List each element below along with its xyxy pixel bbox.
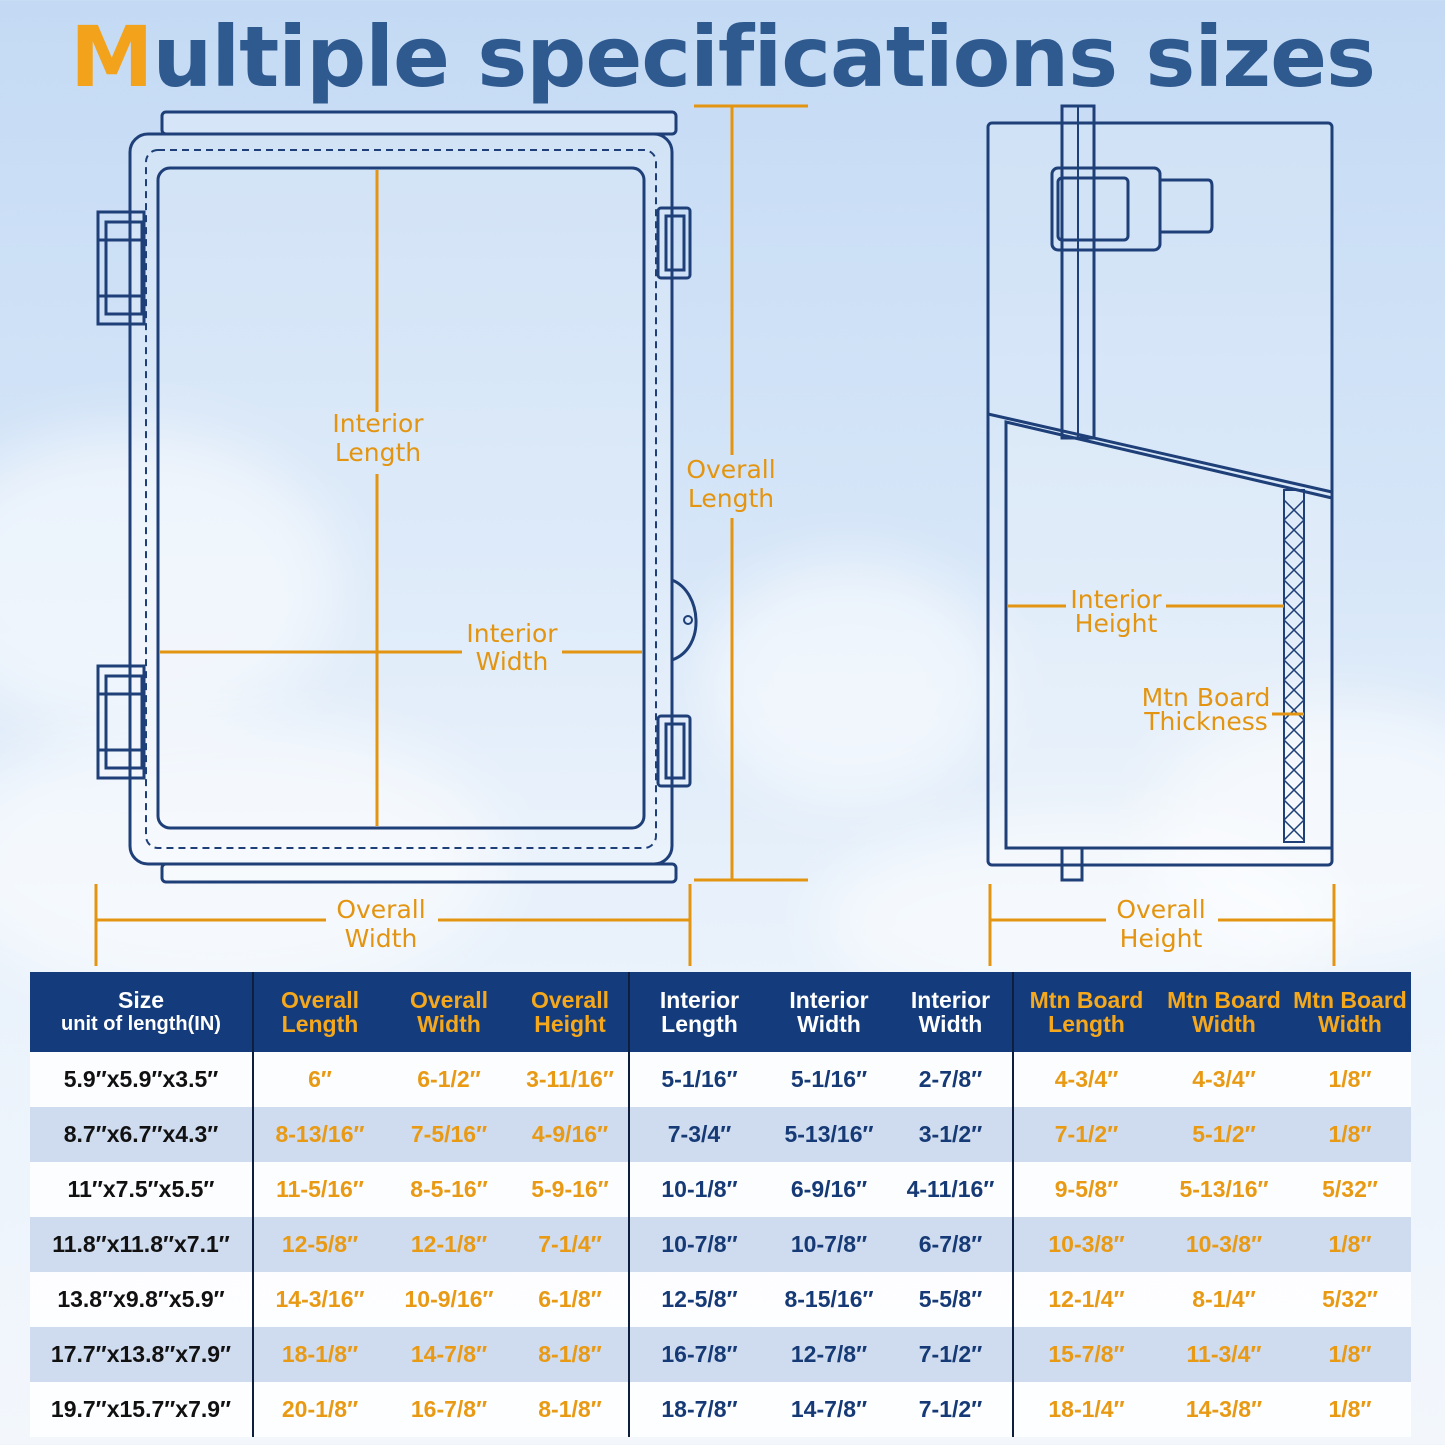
size-cell: 17.7″x13.8″x7.9″ [30,1327,253,1382]
dimension-cell: 5-13/16″ [769,1107,889,1162]
dimension-cell: 6-9/16″ [769,1162,889,1217]
size-cell: 11.8″x11.8″x7.1″ [30,1217,253,1272]
size-cell: 5.9″x5.9″x3.5″ [30,1052,253,1107]
dimension-cell: 4-3/4″ [1013,1052,1159,1107]
dimension-cell: 7-3/4″ [629,1107,769,1162]
title-first-letter: M [69,8,153,106]
header-overall-height: Overall Height [512,972,629,1052]
dimension-cell: 7-1/4″ [512,1217,629,1272]
size-cell: 8.7″x6.7″x4.3″ [30,1107,253,1162]
front-view-enclosure [130,112,696,882]
dimension-cell: 1/8″ [1289,1327,1411,1382]
dimension-cell: 5/32″ [1289,1162,1411,1217]
dimension-cell: 8-13/16″ [253,1107,386,1162]
dimension-cell: 15-7/8″ [1013,1327,1159,1382]
label-mtn-board-thickness-1: Mtn Board [1141,683,1271,712]
label-overall-length-1: Overall [686,455,776,484]
table-row [30,1382,1411,1437]
dimension-cell: 4-9/16″ [512,1107,629,1162]
dimension-cell: 18-7/8″ [629,1382,769,1437]
dimension-cell: 12-7/8″ [769,1327,889,1382]
label-overall-width-1: Overall [336,895,426,924]
dimension-cell: 20-1/8″ [253,1382,386,1437]
dimension-cell: 8-1/8″ [512,1382,629,1437]
header-overall-length: Overall Length [253,972,386,1052]
size-cell: 13.8″x9.8″x5.9″ [30,1272,253,1327]
dimension-cell: 6″ [253,1052,386,1107]
table-body [30,1052,1411,1437]
dimension-cell: 14-7/8″ [769,1382,889,1437]
dimension-cell: 7-1/2″ [889,1382,1013,1437]
label-overall-height-2: Height [1119,924,1203,953]
header-mtn-board-width: Mtn Board Width [1159,972,1289,1052]
label-interior-length-2: Length [334,438,422,467]
label-overall-height-1: Overall [1116,895,1206,924]
label-mtn-board-thickness-2: Thickness [1144,707,1268,736]
header-mtn-board-length: Mtn Board Length [1013,972,1159,1052]
dimension-cell: 5-1/2″ [1159,1107,1289,1162]
dimension-cell: 10-9/16″ [386,1272,512,1327]
header-mtn-board-width-2: Mtn Board Width [1289,972,1411,1052]
size-cell: 19.7″x15.7″x7.9″ [30,1382,253,1437]
table-row [30,1107,1411,1162]
side-view-enclosure [988,106,1332,880]
dimension-cell: 8-15/16″ [769,1272,889,1327]
label-overall-length-2: Length [687,484,775,513]
dimension-cell: 12-5/8″ [253,1217,386,1272]
header-overall-width: Overall Width [386,972,512,1052]
dimension-cell: 8-5-16″ [386,1162,512,1217]
header-interior-width-2: Interior Width [889,972,1013,1052]
dimension-cell: 5/32″ [1289,1272,1411,1327]
specifications-table [30,972,1412,1437]
dimension-cell: 10-3/8″ [1159,1217,1289,1272]
dimension-cell: 9-5/8″ [1013,1162,1159,1217]
dimension-cell: 4-3/4″ [1159,1052,1289,1107]
label-interior-height-2: Height [1074,609,1158,638]
dimension-cell: 3-11/16″ [512,1052,629,1107]
dimension-cell: 11-5/16″ [253,1162,386,1217]
dimension-cell: 6-1/8″ [512,1272,629,1327]
dimension-cell: 1/8″ [1289,1382,1411,1437]
table-row [30,1052,1411,1107]
dimension-cell: 5-5/8″ [889,1272,1013,1327]
label-interior-length-1: Interior [332,409,424,438]
header-interior-length: Interior Length [629,972,769,1052]
dimension-cell: 1/8″ [1289,1052,1411,1107]
dimension-cell: 10-1/8″ [629,1162,769,1217]
dimension-cell: 18-1/4″ [1013,1382,1159,1437]
label-interior-width-2: Width [475,647,549,676]
dimension-cell: 10-3/8″ [1013,1217,1159,1272]
dimension-cell: 12-1/8″ [386,1217,512,1272]
dimension-cell: 16-7/8″ [629,1327,769,1382]
dimension-cell: 12-5/8″ [629,1272,769,1327]
dimension-cell: 5-1/16″ [769,1052,889,1107]
dimension-cell: 7-1/2″ [889,1327,1013,1382]
dimension-cell: 1/8″ [1289,1107,1411,1162]
dimension-cell: 11-3/4″ [1159,1327,1289,1382]
table-row [30,1217,1411,1272]
dimension-cell: 16-7/8″ [386,1382,512,1437]
dimension-cell: 5-13/16″ [1159,1162,1289,1217]
dimension-cell: 14-3/8″ [1159,1382,1289,1437]
dimension-cell: 12-1/4″ [1013,1272,1159,1327]
dimension-cell: 7-5/16″ [386,1107,512,1162]
dimension-cell: 14-7/8″ [386,1327,512,1382]
size-cell: 11″x7.5″x5.5″ [30,1162,253,1217]
dimension-cell: 8-1/4″ [1159,1272,1289,1327]
dimension-cell: 6-1/2″ [386,1052,512,1107]
label-interior-width-1: Interior [466,619,558,648]
dimension-cell: 14-3/16″ [253,1272,386,1327]
table-row [30,1162,1411,1217]
dimension-cell: 5-9-16″ [512,1162,629,1217]
table-header-row [30,972,1411,1052]
dimension-cell: 10-7/8″ [769,1217,889,1272]
title-rest: ultiple specifications sizes [152,8,1376,106]
header-interior-width: Interior Width [769,972,889,1052]
dimension-cell: 18-1/8″ [253,1327,386,1382]
dimension-cell: 7-1/2″ [1013,1107,1159,1162]
label-interior-height-1: Interior [1070,585,1162,614]
dimension-cell: 6-7/8″ [889,1217,1013,1272]
label-overall-width-2: Width [344,924,418,953]
dimension-cell: 1/8″ [1289,1217,1411,1272]
dimension-cell: 10-7/8″ [629,1217,769,1272]
dimension-cell: 5-1/16″ [629,1052,769,1107]
table-row [30,1327,1411,1382]
table-row [30,1272,1411,1327]
dimension-cell: 4-11/16″ [889,1162,1013,1217]
header-size: Size unit of length(IN) [30,972,253,1052]
dimension-cell: 3-1/2″ [889,1107,1013,1162]
dimension-cell: 8-1/8″ [512,1327,629,1382]
dimension-cell: 2-7/8″ [889,1052,1013,1107]
